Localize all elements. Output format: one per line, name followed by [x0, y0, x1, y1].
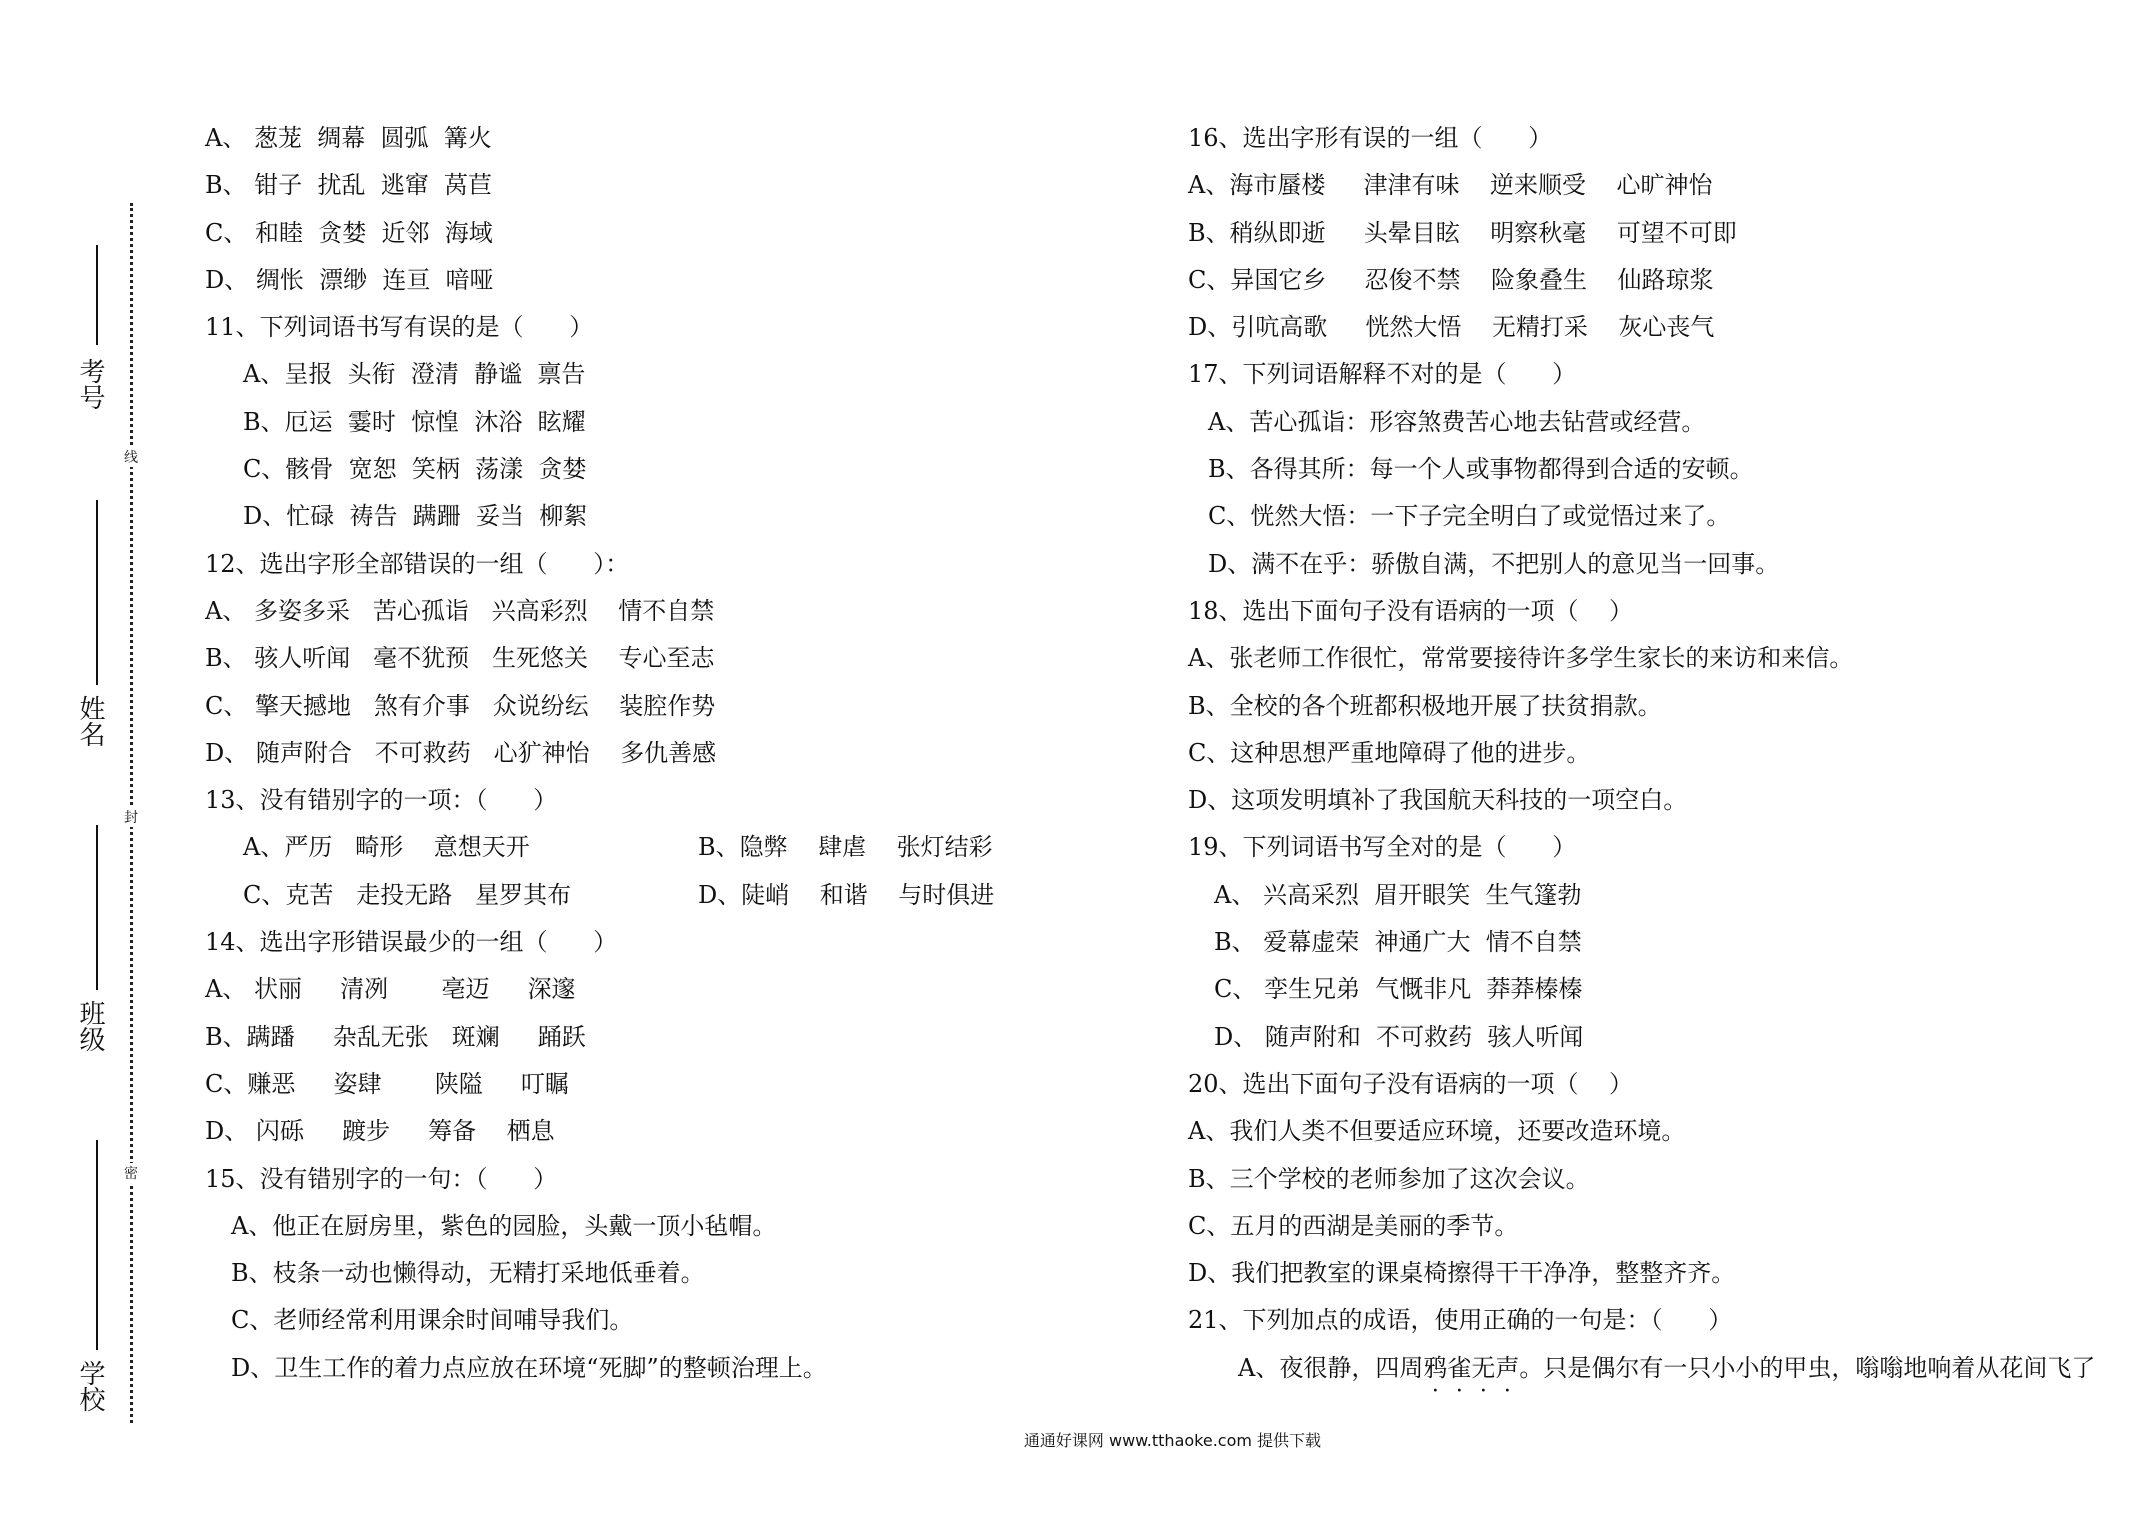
q15-option-d: D、卫生工作的着力点应放在环境“死脚”的整顿治理上。	[231, 1353, 827, 1382]
q17-stem: 17、下列词语解释不对的是（ ）	[1188, 360, 1577, 389]
margin-label-xingming: 姓名	[75, 695, 105, 747]
q19-option-b: B、 爱幕虚荣 神通广大 情不自禁	[1214, 928, 1582, 957]
q15-stem: 15、没有错别字的一句：（ ）	[205, 1164, 558, 1193]
q15-option-b: B、枝条一动也懒得动，无精打采地低垂着。	[231, 1259, 705, 1288]
q12-option-c: C、 擎天撼地 煞有介事 众说纷纭 装腔作势	[205, 691, 716, 720]
q20-option-a: A、我们人类不但要适应环境，还要改造环境。	[1188, 1117, 1686, 1146]
q11-option-b: B、厄运 霎时 惊惶 沐浴 眩耀	[243, 407, 586, 436]
q12-stem: 12、选出字形全部错误的一组（ ）：	[205, 549, 630, 578]
q17-option-b: B、各得其所：每一个人或事物都得到合适的安顿。	[1208, 455, 1754, 484]
q21-dotted-char-1: 鸦	[1423, 1353, 1448, 1382]
q18-stem: 18、选出下面句子没有语病的一项（ ）	[1188, 596, 1634, 625]
q19-option-a: A、 兴高采烈 眉开眼笑 生气篷勃	[1214, 880, 1582, 909]
q21-option-a-pre: A、夜很静，四周	[1238, 1353, 1424, 1382]
q10-option-d: D、 绸怅 漂缈 连亘 喑哑	[205, 265, 494, 294]
q18-option-a: A、张老师工作很忙，常常要接待许多学生家长的来访和来信。	[1188, 644, 1854, 673]
q19-option-d: D、 随声附和 不可救药 骇人听闻	[1214, 1022, 1584, 1051]
q21-option-a-post: 。只是偶尔有一只小小的甲虫，嗡嗡地响着从花间飞了	[1519, 1353, 2096, 1382]
q14-option-d: D、 闪砾 踱步 筹备 栖息	[205, 1117, 555, 1146]
q13-option-d: D、陡峭 和谐 与时俱进	[698, 880, 995, 909]
q16-option-d: D、引吭高歌 恍然大悟 无精打采 灰心丧气	[1188, 313, 1715, 342]
q16-stem: 16、选出字形有误的一组（ ）	[1188, 124, 1553, 152]
blank-xuexiao[interactable]	[96, 1140, 98, 1350]
q13-option-b: B、隐弊 肆虐 张灯结彩	[698, 833, 993, 862]
q10-option-a: A、 葱茏 绸幕 圆弧 篝火	[205, 124, 492, 152]
q21-dotted-char-4: 声	[1495, 1353, 1520, 1382]
margin-label-xuexiao: 学校	[75, 1360, 105, 1412]
margin-label-banji: 班级	[75, 1000, 105, 1052]
q21-dotted-char-2: 雀	[1447, 1353, 1472, 1382]
q21-dotted-char-3: 无	[1471, 1353, 1496, 1382]
margin-label-kaohao: 考号	[75, 358, 105, 410]
q10-option-b: B、 钳子 扰乱 逃窜 莴苣	[205, 171, 493, 200]
q21-option-a	[1188, 1345, 2138, 1392]
q13-row-2	[205, 872, 1155, 919]
q19-option-c: C、 孪生兄弟 气慨非凡 莽莽榛榛	[1214, 975, 1583, 1004]
blank-banji[interactable]	[96, 825, 98, 990]
q17-option-a: A、苦心孤诣：形容煞费苦心地去钻营或经营。	[1208, 407, 1706, 436]
q15-option-a: A、他正在厨房里，紫色的园脸，头戴一顶小毡帽。	[231, 1211, 777, 1240]
q16-option-a: A、海市蜃楼 津津有味 逆来顺受 心旷神怡	[1188, 171, 1713, 200]
q11-option-d: D、忙碌 祷告 蹒跚 妥当 柳絮	[243, 502, 588, 531]
q13-option-a: A、严历 畸形 意想天开	[243, 833, 530, 862]
q20-option-b: B、三个学校的老师参加了这次会议。	[1188, 1164, 1590, 1193]
q17-option-d: D、满不在乎：骄傲自满，不把别人的意见当一回事。	[1208, 549, 1780, 578]
q16-option-c: C、异国它乡 忍俊不禁 险象叠生 仙路琼浆	[1188, 265, 1714, 294]
q12-option-a: A、 多姿多采 苦心孤诣 兴高彩烈 情不自禁	[205, 596, 715, 625]
q10-option-c: C、 和睦 贪婪 近邻 海域	[205, 218, 493, 247]
blank-xingming[interactable]	[96, 500, 98, 685]
q12-option-d: D、 随声附合 不可救药 心犷神怡 多仇善感	[205, 738, 717, 767]
binding-mark-mi: 密	[124, 1163, 138, 1183]
q11-option-a: A、呈报 头衔 澄清 静谧 禀告	[243, 360, 586, 389]
q16-option-b: B、稍纵即逝 头晕目眩 明察秋毫 可望不可即	[1188, 218, 1737, 247]
q14-option-a: A、 状丽 清冽 亳迈 深邃	[205, 975, 576, 1004]
q13-stem: 13、没有错别字的一项：（ ）	[205, 786, 558, 815]
q11-stem: 11、下列词语书写有误的是（ ）	[205, 313, 594, 342]
q17-option-c: C、恍然大悟：一下子完全明白了或觉悟过来了。	[1208, 502, 1731, 531]
q19-stem: 19、下列词语书写全对的是（ ）	[1188, 833, 1577, 862]
q20-stem: 20、选出下面句子没有语病的一项（ ）	[1188, 1069, 1634, 1098]
q14-stem: 14、选出字形错误最少的一组（ ）	[205, 928, 618, 957]
q11-option-c: C、骸骨 宽恕 笑柄 荡漾 贪婪	[243, 455, 587, 484]
right-column	[1188, 115, 2138, 1392]
blank-kaohao[interactable]	[96, 245, 98, 345]
q15-option-c: C、老师经常利用课余时间哺导我们。	[231, 1306, 634, 1335]
q13-option-c: C、克苦 走投无路 星罗其布	[243, 880, 572, 909]
q20-option-c: C、五月的西湖是美丽的季节。	[1188, 1211, 1519, 1240]
binding-mark-feng: 封	[124, 807, 138, 827]
q21-stem: 21、下列加点的成语，使用正确的一句是：（ ）	[1188, 1306, 1733, 1335]
binding-mark-xian: 线	[124, 447, 138, 467]
left-column	[205, 115, 1155, 1392]
q18-option-b: B、全校的各个班都积极地开展了扶贫捐款。	[1188, 691, 1662, 720]
q18-option-d: D、这项发明填补了我国航天科技的一项空白。	[1188, 786, 1688, 815]
q13-row-1	[205, 824, 1155, 871]
q18-option-c: C、这种思想严重地障碍了他的进步。	[1188, 738, 1591, 767]
q14-option-b: B、蹒蹯 杂乱无张 斑斓 踊跃	[205, 1022, 586, 1051]
q12-option-b: B、 骇人听闻 毫不犹预 生死悠关 专心至志	[205, 644, 715, 673]
q14-option-c: C、赚恶 姿肆 陕隘 叮瞩	[205, 1069, 570, 1098]
q20-option-d: D、我们把教室的课桌椅擦得干干净净，整整齐齐。	[1188, 1259, 1736, 1288]
page-footer: 通通好课网 www.tthaoke.com 提供下载	[1023, 1431, 1322, 1450]
